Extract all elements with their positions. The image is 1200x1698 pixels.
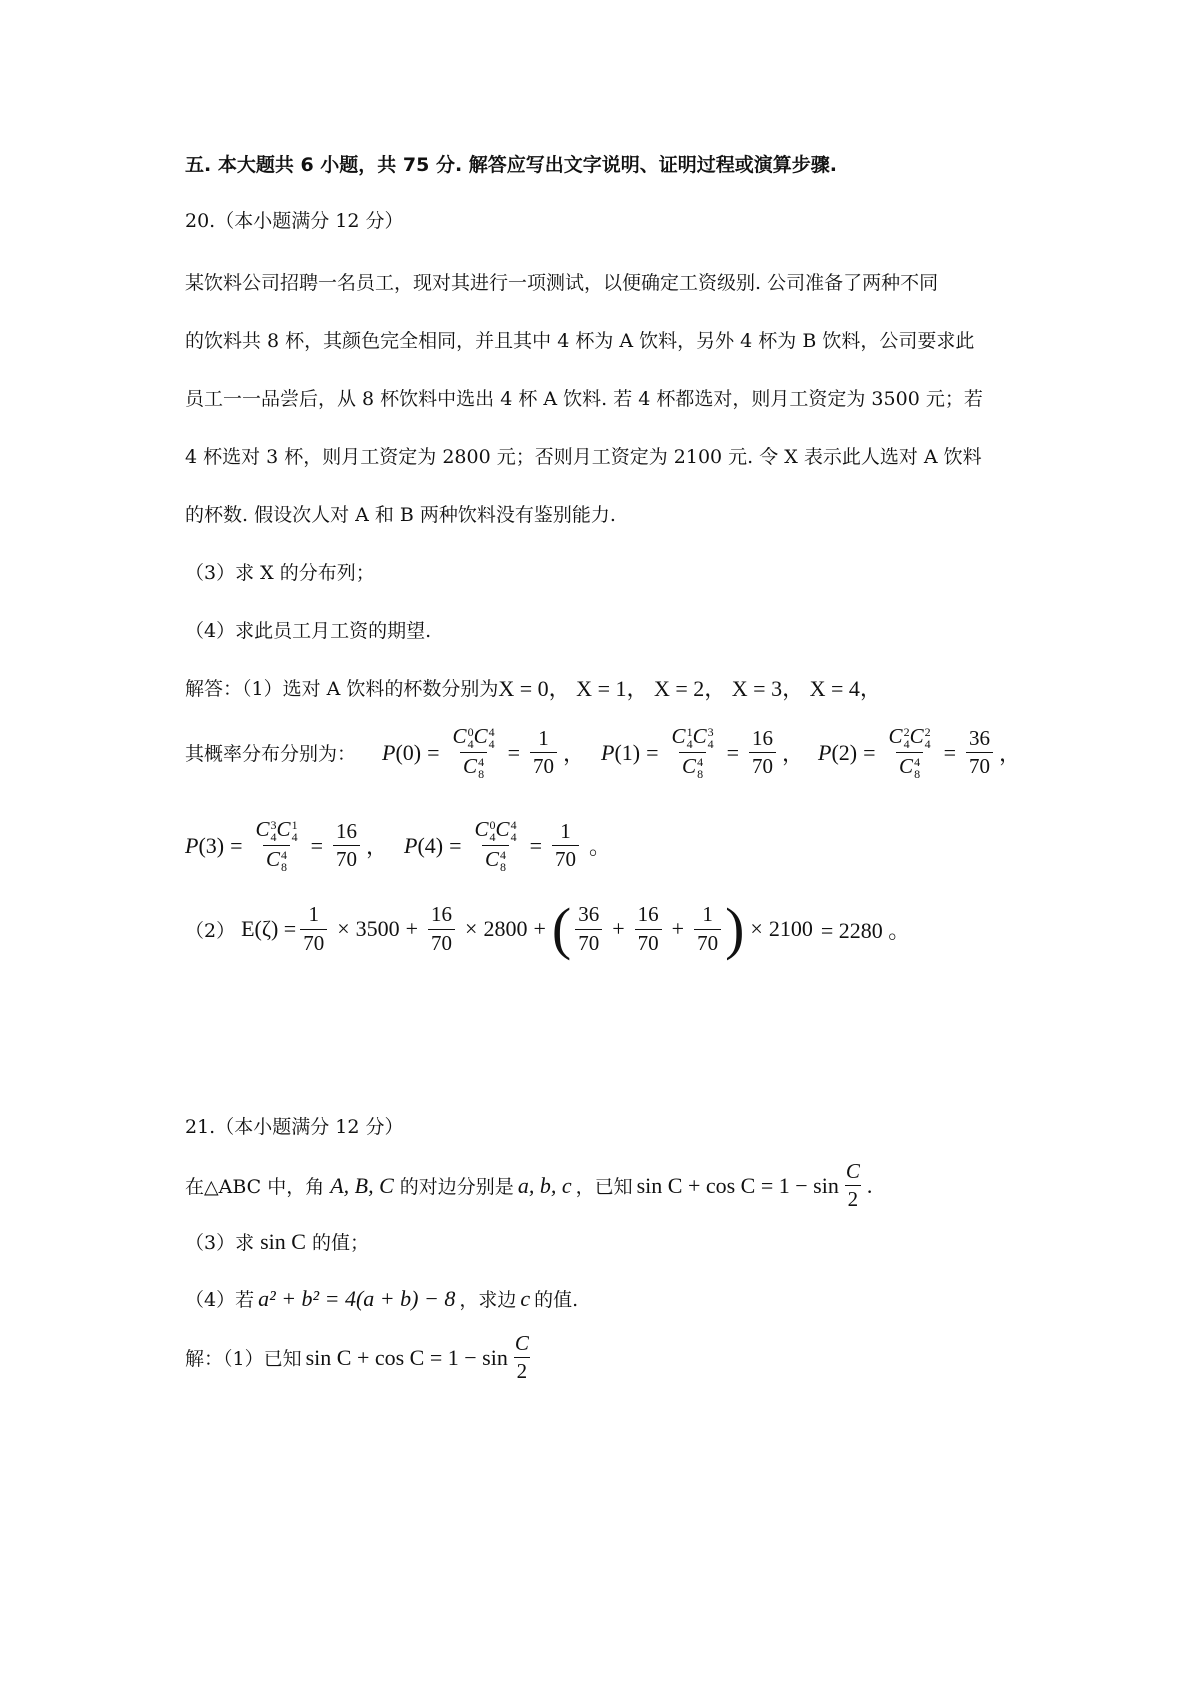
- stem-sides: a, b, c: [517, 1172, 572, 1198]
- frac-num: 36: [969, 726, 990, 751]
- combination-indices: [489, 726, 495, 750]
- frac-num: [253, 818, 301, 845]
- stem-vars: A, B, C: [330, 1172, 394, 1198]
- comb-sup: 0: [489, 818, 496, 833]
- prob-4: [404, 818, 583, 873]
- frac-num: 16: [431, 902, 453, 927]
- frac-num: 1: [308, 902, 319, 927]
- equals: =: [427, 739, 440, 765]
- comb-sup: 4: [914, 755, 921, 770]
- prob-arg: (2): [831, 739, 858, 765]
- frac-den: 2: [514, 1357, 531, 1383]
- combination-indices: [708, 726, 714, 750]
- expectation-result: = 2280 。: [820, 917, 911, 943]
- stem-mid: 的对边分别是: [399, 1176, 514, 1199]
- q20-line-2: 的饮料共 8 杯，其颜色完全相同，并且其中 4 杯为 A 饮料，另外 4 杯为 B 饮料，公司要求此: [185, 330, 975, 352]
- combination: C 3 4: [692, 724, 714, 752]
- prob-arg: (4): [417, 832, 444, 858]
- frac-den: [263, 845, 290, 873]
- frac-den: 70: [552, 845, 579, 871]
- prob-arg: (1): [614, 739, 641, 765]
- sub3-expr: sin C: [260, 1228, 306, 1254]
- q21-solution: [185, 1332, 536, 1383]
- q20-sub4: （4）求此员工月工资的期望.: [185, 620, 432, 642]
- combination: C 0 4: [452, 724, 474, 752]
- sub3-suffix: 的值；: [311, 1232, 369, 1254]
- comb-sup: 0: [467, 725, 474, 740]
- sub4-suffix: 的值.: [534, 1289, 579, 1311]
- combination: C 2 4: [888, 724, 910, 752]
- q20-answer-line: [185, 672, 882, 703]
- expectation-line: （2） E(ζ) = $\frac{1}{70}$ × 3500 + $\frac{16}{70}$ × 2800 + ( $\frac{36}{70}$ + $\frac{16}{70}$ + $\frac{1}{70}$ ) × 2100 = 2280 。: [185, 896, 911, 961]
- combination-indices: [478, 756, 484, 780]
- prob-symbol: P: [818, 739, 832, 765]
- prob-symbol: P: [382, 739, 396, 765]
- prob-prefix: 其概率分布分别为：: [185, 743, 357, 766]
- stem-known: ，已知: [575, 1176, 633, 1199]
- comb-sub: 8: [478, 767, 485, 782]
- solution-eq-left: sin C + cos C = 1 − sin: [305, 1344, 508, 1370]
- comb-sup: 1: [291, 818, 298, 833]
- comb-sub: 4: [467, 737, 474, 752]
- equals: =: [449, 832, 462, 858]
- q21-stem: 在△ABC 中，角 A, B, C 的对边分别是 a, b, c ，已知 sin C + cos C = 1 − sin $\frac{C}{2}$ .: [185, 1159, 873, 1212]
- sub3-prefix: （3）求: [185, 1232, 255, 1254]
- prob-fraction: [886, 725, 934, 780]
- frac-den: 70: [635, 929, 662, 955]
- comb-sub: 4: [686, 737, 693, 752]
- stem-prefix: 在△ABC 中，角: [185, 1176, 325, 1199]
- frac-den: [679, 752, 706, 780]
- combination: C 4 8: [899, 754, 921, 782]
- frac-den: 70: [575, 929, 602, 955]
- frac-den: [460, 752, 487, 780]
- comb-sup: 4: [510, 818, 517, 833]
- combination-indices: [281, 849, 287, 873]
- combination-indices: [697, 756, 703, 780]
- combination: C 1 4: [276, 817, 298, 845]
- frac-num: 1: [702, 902, 713, 927]
- prob-fraction: [253, 818, 301, 873]
- comb-sup: 2: [924, 725, 931, 740]
- frac-den: [482, 845, 509, 873]
- frac-den: 70: [530, 752, 557, 778]
- prob-2: [818, 725, 997, 780]
- comb-sub: 4: [510, 830, 517, 845]
- salary-2100: 2100: [768, 916, 813, 941]
- frac-num: 36: [578, 902, 600, 927]
- q20-line-3: 员工一一品尝后，从 8 杯饮料中选出 4 杯 A 饮料. 若 4 杯都选对，则月工资定为 3500 元；若: [185, 388, 983, 410]
- combination-indices: [500, 849, 506, 873]
- comb-sup: 3: [270, 818, 277, 833]
- combination-indices: [914, 756, 920, 780]
- frac-den: 70: [966, 752, 993, 778]
- combination: C 0 4: [474, 817, 496, 845]
- prob-symbol: P: [185, 832, 199, 858]
- prob-fraction: [450, 725, 498, 780]
- frac-den: 70: [428, 929, 455, 955]
- x-values: X = 0， X = 1， X = 2， X = 3， X = 4，: [498, 676, 882, 701]
- prob-value: [530, 727, 557, 778]
- equals: =: [943, 739, 956, 765]
- expectation-lhs: E(ζ) =: [241, 916, 297, 941]
- equals: =: [646, 739, 659, 765]
- frac-num: 16: [752, 726, 773, 751]
- q20-line-4: 4 杯选对 3 杯，则月工资定为 2800 元；否则月工资定为 2100 元. 令 X 表示此人选对 A 饮料: [185, 446, 982, 468]
- prob-value: [966, 727, 993, 778]
- frac-den: [896, 752, 923, 780]
- combination: C 1 4: [671, 724, 693, 752]
- combination: C 4 4: [473, 724, 495, 752]
- sub4-mid: ，求边: [459, 1289, 517, 1311]
- frac-num: 1: [538, 726, 549, 751]
- q20-line-1: 某饮料公司招聘一名员工，现对其进行一项测试，以便确定工资级别. 公司准备了两种不同: [185, 272, 939, 294]
- comb-sub: 8: [281, 860, 288, 875]
- sub4-expr: a² + b² = 4(a + b) − 8: [258, 1285, 456, 1311]
- frac-num: 16: [335, 819, 357, 844]
- frac-den: 70: [333, 845, 360, 871]
- equals: =: [863, 739, 876, 765]
- prob-3: [185, 818, 364, 873]
- sub4-prefix: （4）若: [185, 1289, 255, 1311]
- equals: =: [310, 832, 323, 858]
- combination: C 4 8: [485, 847, 507, 875]
- comb-sub: 8: [500, 860, 507, 875]
- prob-1: [601, 725, 780, 780]
- prob-symbol: P: [601, 739, 615, 765]
- comb-sub: 4: [291, 830, 298, 845]
- combination: C 3 4: [255, 817, 277, 845]
- q21-title: 21.（本小题满分 12 分）: [185, 1116, 404, 1138]
- prob-value: [333, 820, 360, 871]
- q20-title: 20.（本小题满分 12 分）: [185, 210, 404, 232]
- comb-sup: 4: [697, 755, 704, 770]
- comb-sub: 4: [488, 737, 495, 752]
- equals: =: [529, 832, 542, 858]
- frac-den: 70: [749, 752, 776, 778]
- combination: C 4 8: [266, 847, 288, 875]
- comb-sub: 4: [270, 830, 277, 845]
- sub4-var: c: [520, 1285, 531, 1311]
- comb-sub: 4: [924, 737, 931, 752]
- prob-value: [552, 820, 579, 871]
- combination-indices: [511, 819, 517, 843]
- q21-sub4: [185, 1285, 578, 1312]
- frac-num: [886, 725, 934, 752]
- frac-num: 1: [560, 819, 571, 844]
- combination-indices: [925, 726, 931, 750]
- frac-den: 70: [694, 929, 721, 955]
- comb-sub: 8: [697, 767, 704, 782]
- frac-den: 70: [300, 929, 327, 955]
- combination: C 4 8: [682, 754, 704, 782]
- part2-prefix: （2）: [185, 919, 236, 942]
- prob-symbol: P: [404, 832, 418, 858]
- q20-line-5: 的杯数. 假设次人对 A 和 B 两种饮料没有鉴别能力.: [185, 504, 616, 526]
- salary-2800: 2800: [483, 916, 528, 941]
- prob-arg: (0): [395, 739, 422, 765]
- frac-num: 16: [637, 902, 659, 927]
- comb-sub: 4: [489, 830, 496, 845]
- combination: C 2 4: [909, 724, 931, 752]
- frac-num: [669, 725, 717, 752]
- frac-num: C: [514, 1331, 529, 1355]
- comb-sup: 3: [707, 725, 714, 740]
- combination-indices: [292, 819, 298, 843]
- frac-den: 2: [845, 1185, 862, 1211]
- prob-row-1: 其概率分布分别为： P (0) = C 0 4 C 4 4 C 4 8 = $\frac{1}{70}$ ， P (1) = C 1 4 C 3 4 C 4 8 = $\frac{16}{70}$ ， P (2) = C 2 4 C 2 4 C 4 8 = $\frac{36}{70}$ ，: [185, 724, 1022, 782]
- frac-num: [472, 818, 520, 845]
- prob-fraction: [472, 818, 520, 873]
- section-heading: 五. 本大题共 6 小题，共 75 分. 解答应写出文字说明、证明过程或演算步骤.: [185, 154, 838, 176]
- salary-3500: 3500: [355, 916, 400, 941]
- comb-sup: 1: [686, 725, 693, 740]
- equals: =: [726, 739, 739, 765]
- prob-0: [382, 725, 561, 780]
- stem-eq-left: sin C + cos C = 1 − sin: [636, 1172, 839, 1198]
- prob-row-2: P (3) = C 3 4 C 1 4 C 4 8 = $\frac{16}{70}$ ， P (4) = C 0 4 C 4 4 C 4 8 = $\frac{1}{70}$ 。: [185, 817, 611, 875]
- frac-num: C: [845, 1159, 860, 1183]
- comb-sub: 8: [914, 767, 921, 782]
- comb-sup: 4: [488, 725, 495, 740]
- solution-prefix: 解：（1）已知: [185, 1348, 302, 1371]
- prob-fraction: [669, 725, 717, 780]
- prob-arg: (3): [198, 832, 225, 858]
- comb-sub: 4: [707, 737, 714, 752]
- equals: =: [507, 739, 520, 765]
- comb-sub: 4: [903, 737, 910, 752]
- combination: C 4 8: [463, 754, 485, 782]
- answer-prefix: 解答：（1）选对 A 饮料的杯数分别为: [185, 678, 499, 700]
- combination: C 4 4: [495, 817, 517, 845]
- frac-num: [450, 725, 498, 752]
- comb-sup: 4: [478, 755, 485, 770]
- q21-sub3: [185, 1228, 369, 1255]
- q20-sub3: （3）求 X 的分布列；: [185, 562, 375, 584]
- comb-sup: 2: [903, 725, 910, 740]
- comb-sup: 4: [281, 848, 288, 863]
- equals: =: [230, 832, 243, 858]
- comb-sup: 4: [500, 848, 507, 863]
- prob-value: [749, 727, 776, 778]
